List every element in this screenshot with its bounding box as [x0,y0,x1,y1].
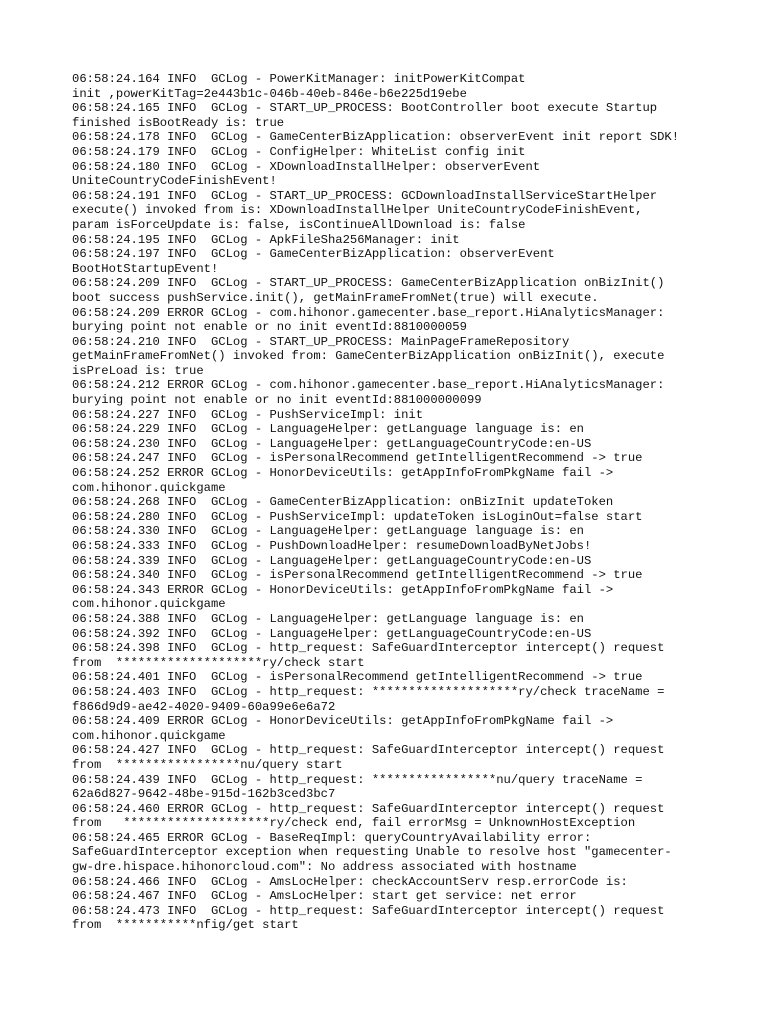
log-line: 06:58:24.339 INFO GCLog - LanguageHelper: getLanguageCountryCode:en-US [72,553,592,568]
log-line: 06:58:24.230 INFO GCLog - LanguageHelper: getLanguageCountryCode:en-US [72,436,592,451]
log-line: 06:58:24.191 INFO GCLog - START_UP_PROCESS: GCDownloadInstallServiceStartHelper [72,188,658,203]
log-line: 06:58:24.467 INFO GCLog - AmsLocHelper: start get service: net error [72,889,577,904]
log-line: finished isBootReady is: true [72,115,285,130]
log-line: 06:58:24.398 INFO GCLog - http_request: SafeGuardInterceptor intercept() request [72,641,665,656]
log-line: isPreLoad is: true [72,363,204,378]
log-line: 06:58:24.343 ERROR GCLog - HonorDeviceUtils: getAppInfoFromPkgName fail -> [72,582,614,597]
log-line: 06:58:24.460 ERROR GCLog - http_request: SafeGuardInterceptor intercept() request [72,801,665,816]
log-line: 06:58:24.439 INFO GCLog - http_request: *****************nu/query traceName = [72,772,643,787]
log-line: com.hihonor.quickgame [72,480,226,495]
log-line: 06:58:24.165 INFO GCLog - START_UP_PROCESS: BootController boot execute Startup [72,101,658,116]
log-line: 06:58:24.227 INFO GCLog - PushServiceImpl: init [72,407,424,422]
log-line: com.hihonor.quickgame [72,597,226,612]
log-line: BootHotStartupEvent! [72,261,219,276]
log-line: 06:58:24.164 INFO GCLog - PowerKitManager: initPowerKitCompat [72,72,526,86]
log-line: 06:58:24.409 ERROR GCLog - HonorDeviceUtils: getAppInfoFromPkgName fail -> [72,714,614,729]
log-line: 06:58:24.333 INFO GCLog - PushDownloadHelper: resumeDownloadByNetJobs! [72,539,592,553]
log-line: 06:58:24.388 INFO GCLog - LanguageHelper: getLanguage language is: en [72,611,584,626]
log-line: SafeGuardInterceptor exception when requesting Unable to resolve host "gamecenter- [72,845,672,860]
document-page [72,72,702,933]
log-line: f866d9d9-ae42-4020-9409-60a99e6e6a72 [72,699,336,714]
log-line: 06:58:24.392 INFO GCLog - LanguageHelper: getLanguageCountryCode:en-US [72,626,592,641]
log-line: 06:58:24.197 INFO GCLog - GameCenterBizApplication: observerEvent [72,247,555,262]
log-line: 06:58:24.212 ERROR GCLog - com.hihonor.gamecenter.base_report.HiAnalyticsManager: [72,378,665,393]
log-line: 06:58:24.209 ERROR GCLog - com.hihonor.gamecenter.base_report.HiAnalyticsManager: [72,305,665,320]
log-line: from ********************ry/check start [72,655,365,670]
log-line: burying point not enable or no init eventId:8810000059 [72,320,467,335]
log-line: 06:58:24.466 INFO GCLog - AmsLocHelper: checkAccountServ resp.errorCode is: [72,874,628,889]
log-line: 06:58:24.473 INFO GCLog - http_request: SafeGuardInterceptor intercept() request [72,903,665,918]
log-line: 06:58:24.330 INFO GCLog - LanguageHelper: getLanguage language is: en [72,524,584,539]
log-line: from ***********nfig/get start [72,918,299,933]
log-line: 06:58:24.210 INFO GCLog - START_UP_PROCESS: MainPageFrameRepository [72,334,570,349]
log-line: UniteCountryCodeFinishEvent! [72,174,277,189]
log-line: 06:58:24.427 INFO GCLog - http_request: SafeGuardInterceptor intercept() request [72,743,665,758]
log-line: boot success pushService.init(), getMainFrameFromNet(true) will execute. [72,290,599,305]
log-line: 62a6d827-9642-48be-915d-162b3ced3bc7 [72,787,336,802]
log-line: 06:58:24.195 INFO GCLog - ApkFileSha256Manager: init [72,232,460,247]
log-line: com.hihonor.quickgame [72,728,226,743]
log-line: 06:58:24.280 INFO GCLog - PushServiceImpl: updateToken isLoginOut=false start [72,509,643,524]
log-line: 06:58:24.180 INFO GCLog - XDownloadInstallHelper: observerEvent [72,159,541,174]
log-line: 06:58:24.252 ERROR GCLog - HonorDeviceUtils: getAppInfoFromPkgName fail -> [72,466,614,481]
log-line: 06:58:24.465 ERROR GCLog - BaseReqImpl: queryCountryAvailability error: [72,830,592,845]
log-line: 06:58:24.209 INFO GCLog - START_UP_PROCESS: GameCenterBizApplication onBizInit() [72,276,665,291]
log-line: 06:58:24.229 INFO GCLog - LanguageHelper: getLanguage language is: en [72,422,584,437]
log-line: 06:58:24.178 INFO GCLog - GameCenterBizApplication: observerEvent init report SDK! [72,130,680,145]
log-line: 06:58:24.340 INFO GCLog - isPersonalRecommend getIntelligentRecommend -> true [72,568,643,583]
log-line: 06:58:24.179 INFO GCLog - ConfigHelper: WhiteList config init [72,144,526,159]
log-line: init ,powerKitTag=2e443b1c-046b-40eb-846e-b6e225d19ebe [72,86,467,101]
log-line: 06:58:24.403 INFO GCLog - http_request: ********************ry/check traceName = [72,684,665,699]
log-line: getMainFrameFromNet() invoked from: GameCenterBizApplication onBizInit(), execute [72,349,665,364]
log-line: from ********************ry/check end, fail errorMsg = UnknownHostException [72,816,636,831]
log-text [72,72,702,933]
log-line: execute() invoked from is: XDownloadInstallHelper UniteCountryCodeFinishEvent, [72,203,643,218]
log-line: 06:58:24.268 INFO GCLog - GameCenterBizApplication: onBizInit updateToken [72,495,614,510]
log-line: param isForceUpdate is: false, isContinueAllDownload is: false [72,217,526,232]
log-line: 06:58:24.247 INFO GCLog - isPersonalRecommend getIntelligentRecommend -> true [72,451,643,466]
log-line: burying point not enable or no init eventId:881000000099 [72,393,482,408]
log-line: gw-dre.hispace.hihonorcloud.com": No address associated with hostname [72,860,577,875]
log-line: from *****************nu/query start [72,757,343,772]
log-line: 06:58:24.401 INFO GCLog - isPersonalRecommend getIntelligentRecommend -> true [72,670,643,685]
